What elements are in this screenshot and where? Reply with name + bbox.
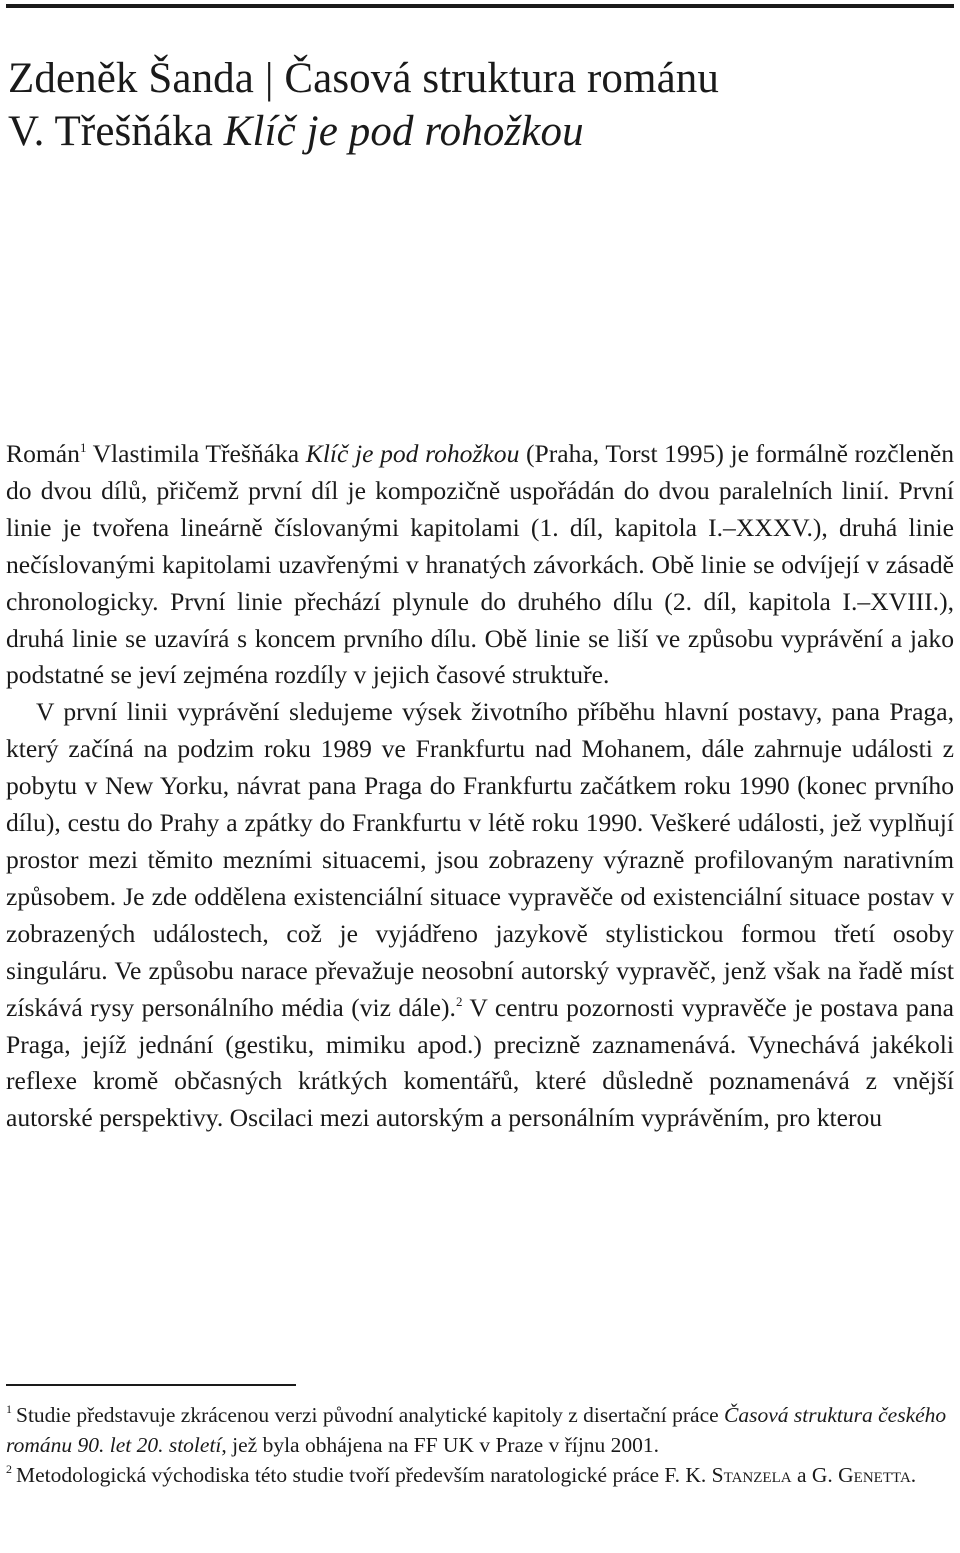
paragraph-2-part-2: V centru pozornosti vypravěče je postava pana Praga, jejíž jednání (gestiku, mimiku apod.) precizně zaznamenává. Vynechává jakékoli reflexe kromě občasných krátkých komentářů, které důsledně poznamenává z vnější autorské perspektivy. Oscilaci mezi autorským a personálním vyprávěním, pro kterou xyxy=(6,992,954,1133)
paragraph-1-start: Román xyxy=(6,439,80,468)
paragraph-1-rest: (Praha, Torst 1995) je formálně rozčleněn do dvou dílů, přičemž první díl je kompozičně uspořádán do dvou paralelních linií. První linie je tvořena lineárně číslovanými kapitolami (1. díl, kapitola I.–XXXV.), druhá linie nečíslovanými kapitolami uzavřenými v hranatých závorkách. Obě linie se odvíjejí v zásadě chronologicky. První linie přechází plynule do druhého dílu (2. díl, kapitola I.–XVIII.), druhá linie se uzavírá s koncem prvního dílu. Obě linie se liší ve způsobu vyprávění a jako podstatné se jeví zejména rozdíly v jejich časové struktuře. xyxy=(6,439,954,690)
footnote-2-conjunction: a G. xyxy=(791,1463,839,1487)
article-title xyxy=(8,52,952,158)
footnote-ref-1: 1 xyxy=(79,440,87,455)
footnote-2-number: 2 xyxy=(6,1462,12,1476)
paragraph-2 xyxy=(6,694,954,1137)
footnote-1 xyxy=(6,1400,954,1460)
top-rule xyxy=(6,4,954,8)
footnote-separator xyxy=(6,1384,296,1386)
footnote-2-end: . xyxy=(910,1463,917,1487)
footnote-1-end: , jež byla obhájena na FF UK v Praze v říjnu 2001. xyxy=(221,1433,660,1457)
footnote-ref-2: 2 xyxy=(455,993,463,1009)
footnote-2 xyxy=(6,1460,954,1490)
footnotes xyxy=(6,1400,954,1490)
footnote-2-author-genette: Genetta xyxy=(838,1463,911,1487)
paragraph-1-book-title: Klíč je pod rohožkou xyxy=(305,439,520,468)
footnote-2-text: Metodologická východiska této studie tvoří především naratologické práce F. K. xyxy=(16,1463,712,1487)
footnote-2-author-stanzel: Stanzela xyxy=(711,1463,792,1487)
footnote-1-number: 1 xyxy=(6,1402,12,1416)
paragraph-1 xyxy=(6,436,954,694)
footnote-1-thesis-title: Časová struktura českého románu 90. let 20. století xyxy=(6,1403,947,1457)
paragraph-1-author: Vlastimila Třešňáka xyxy=(86,439,306,468)
title-line-2-prefix: V. Třešňáka xyxy=(8,108,224,155)
title-line-1: Zdeněk Šanda | Časová struktura románu xyxy=(8,55,719,102)
title-line-2-italic: Klíč je pod rohožkou xyxy=(223,108,584,155)
paragraph-2-part-1: V první linii vyprávění sledujeme výsek životního příběhu hlavní postavy, pana Praga, který začíná na podzim roku 1989 ve Frankfurtu nad Mohanem, dále zahrnuje události z pobytu v New Yorku, návrat pana Praga do Frankfurtu začátkem roku 1990 (konec prvního dílu), cestu do Prahy a zpátky do Frankfurtu v létě roku 1990. Veškeré události, jež vyplňují prostor mezi těmito mezními situacemi, jsou zobrazeny výrazně profilovaným narativním způsobem. Je zde oddělena existenciální situace vypravěče od existenciální situace postav v zobrazených událostech, což je vyjádřeno jazykově stylistickou formou třetí osoby singuláru. Ve způsobu narace převažuje neosobní autorský vypravěč, jenž však na řadě míst získává rysy personálního média (viz dále). xyxy=(6,697,954,1022)
footnote-1-text: Studie představuje zkrácenou verzi původní analytické kapitoly z disertační práce xyxy=(16,1403,725,1427)
body-text xyxy=(6,436,954,1137)
